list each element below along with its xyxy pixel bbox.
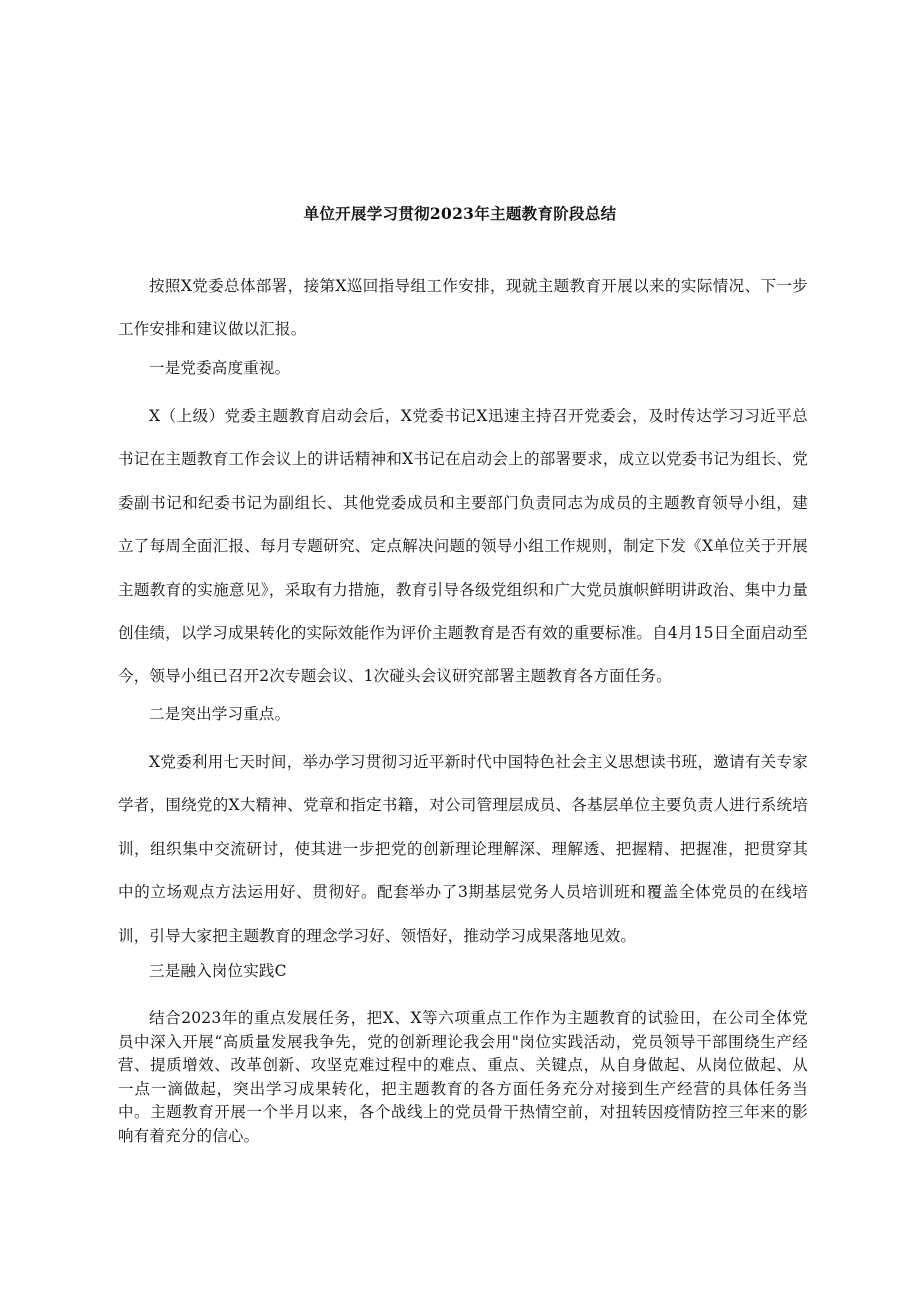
section-3-body: 结合2023年的重点发展任务，把X、X等六项重点工作作为主题教育的试验田，在公司全体党员中深入开展“高质量发展我争先，党的创新理论我会用"岗位实践活动，党员领导干部围绕生产经营、提质增效、改革创新、攻坚克难过程中的难点、重点、关键点，从自身做起、从岗位做起、从一点一滴做起，突出学习成果转化，把主题教育的各方面任务充分对接到生产经营的具体任务当中。主题教育开展一个半月以来，各个战线上的党员骨干热情空前，对扭转因疫情防控三年来的影响有着充分的信心。 xyxy=(118,1009,808,1145)
section-1-heading: 一是党委高度重视。 xyxy=(149,359,291,377)
intro-paragraph: 按照X党委总体部署，接第X巡回指导组工作安排，现就主题教育开展以来的实际情况、下一步工作安排和建议做以汇报。 xyxy=(118,277,808,339)
document-title: 单位开展学习贯彻2023年主题教育阶段总结 xyxy=(303,204,617,223)
section-2-heading: 二是突出学习重点。 xyxy=(149,705,291,723)
section-3-heading: 三是融入岗位实践C xyxy=(149,962,287,980)
section-1-body: X（上级）党委主题教育启动会后，X党委书记X迅速主持召开党委会，及时传达学习习近平总书记在主题教育工作会议上的讲话精神和X书记在启动会上的部署要求，成立以党委书记为组长、党委副书记和纪委书记为副组长、其他党委成员和主要部门负责同志为成员的主题教育领导小组，建立了每周全面汇报、每月专题研究、定点解决问题的领导小组工作规则，制定下发《X单位关于开展主题教育的实施意见》，采取有力措施，教育引导各级党组织和广大党员旗帜鲜明讲政治、集中力量创佳绩，以学习成果转化的实际效能作为评价主题教育是否有效的重要标准。自4月15日全面启动至今，领导小组已召开2次专题会议、1次碰头会议研究部署主题教育各方面任务。 xyxy=(118,407,808,686)
section-2-body: X党委利用七天时间，举办学习贯彻习近平新时代中国特色社会主义思想读书班，邀请有关专家学者，围绕党的X大精神、党章和指定书籍，对公司管理层成员、各基层单位主要负责人进行系统培训，组织集中交流研讨，使其进一步把党的创新理论理解深、理解透、把握精、把握准，把贯穿其中的立场观点方法运用好、贯彻好。配套举办了3期基层党务人员培训班和覆盖全体党员的在线培训，引导大家把主题教育的理念学习好、领悟好，推动学习成果落地见效。 xyxy=(118,753,808,945)
